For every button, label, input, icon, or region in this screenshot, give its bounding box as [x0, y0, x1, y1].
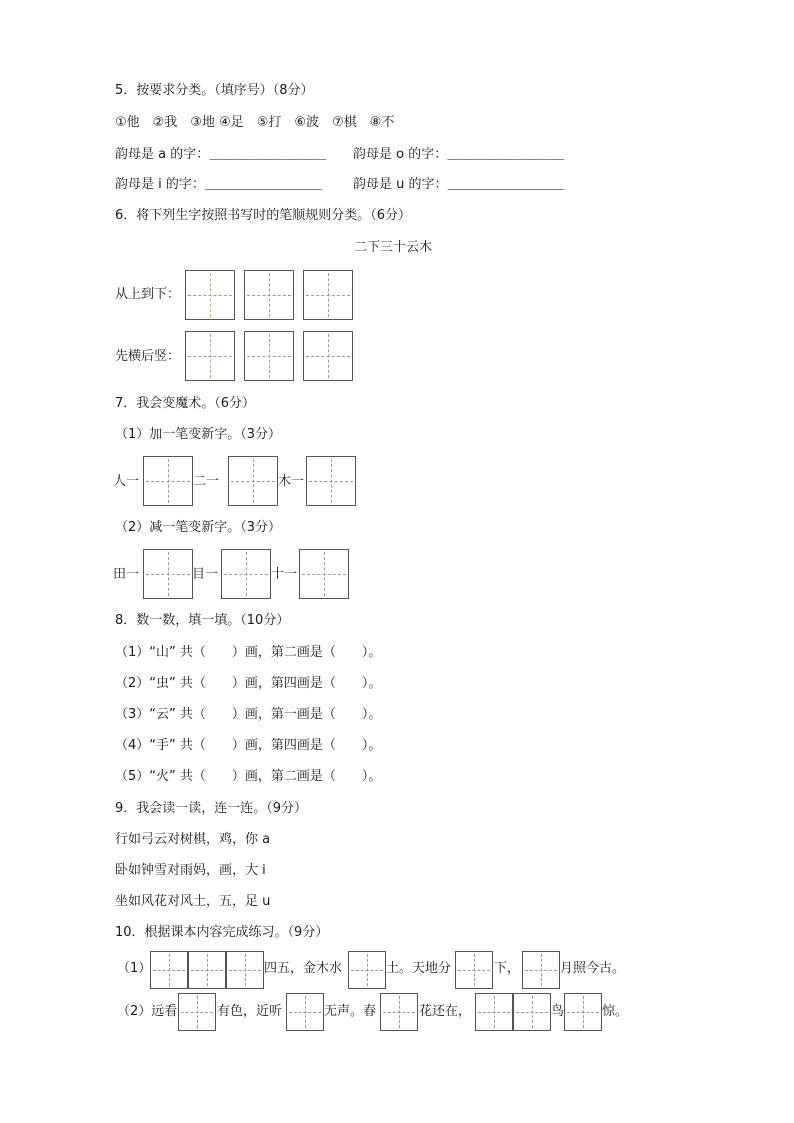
writing-box[interactable]	[143, 456, 193, 506]
writing-box[interactable]	[226, 951, 264, 989]
q8-item[interactable]: （1）“山” 共（ ）画，第二画是（ ）。	[115, 645, 382, 660]
q5-a-line[interactable]: 韵母是 a 的字：＿＿＿＿＿＿＿＿＿	[115, 147, 327, 162]
writing-box[interactable]	[178, 993, 216, 1031]
writing-box[interactable]	[188, 951, 226, 989]
q10-l1-text: 土。天地分	[386, 961, 452, 976]
add-stroke-prompt: 木一	[278, 474, 305, 489]
writing-box[interactable]	[228, 456, 278, 506]
writing-box[interactable]	[150, 951, 188, 989]
add-stroke-prompt: 二一	[193, 474, 220, 489]
writing-box[interactable]	[299, 549, 349, 599]
q8-item[interactable]: （2）“虫” 共（ ）画，第四画是（ ）。	[115, 676, 382, 691]
q6-row2-label: 先横后竖：	[115, 349, 181, 364]
q8-item[interactable]: （4）“手” 共（ ）画，第四画是（ ）。	[115, 738, 382, 753]
q6-chars: 二下三十云木	[354, 240, 433, 255]
q10-title: 10．根据课本内容完成练习。（9分）	[115, 925, 329, 940]
writing-box[interactable]	[185, 331, 235, 381]
q6-title: 6．将下列生字按照书写时的笔顺规则分类。（6分）	[115, 208, 412, 223]
q5-options: ①他 ②我 ③地 ④足 ⑤打 ⑥波 ⑦棋 ⑧不	[115, 115, 395, 130]
q8-item[interactable]: （5）“火” 共（ ）画，第二画是（ ）。	[115, 769, 382, 784]
q10-l2-text: 无声。春	[324, 1004, 377, 1019]
q10-l2-label: （2）远看	[117, 1004, 178, 1019]
q5-o-line[interactable]: 韵母是 o 的字：＿＿＿＿＿＿＿＿＿	[353, 147, 565, 162]
remove-stroke-prompt: 十一	[271, 567, 298, 582]
writing-box[interactable]	[244, 270, 294, 320]
writing-box[interactable]	[513, 993, 551, 1031]
writing-box[interactable]	[185, 270, 235, 320]
writing-box[interactable]	[455, 951, 493, 989]
writing-box[interactable]	[303, 270, 353, 320]
q7-title: 7．我会变魔术。（6分）	[115, 396, 256, 411]
writing-box[interactable]	[475, 993, 513, 1031]
q10-l1-text: 四五，金木水	[264, 961, 343, 976]
q10-l1-text: 下，	[494, 961, 521, 976]
add-stroke-prompt: 人一	[113, 474, 140, 489]
q10-l2-text: 有色，近听	[217, 1004, 283, 1019]
q6-row1-label: 从上到下：	[115, 287, 181, 302]
q8-item[interactable]: （3）“云” 共（ ）画，第一画是（ ）。	[115, 707, 382, 722]
q10-l2-text: 惊。	[602, 1004, 629, 1019]
q10-l1-label: （1）	[117, 961, 152, 976]
q5-u-line[interactable]: 韵母是 u 的字：＿＿＿＿＿＿＿＿＿	[353, 177, 565, 192]
q5-i-line[interactable]: 韵母是 i 的字：＿＿＿＿＿＿＿＿＿	[115, 177, 322, 192]
remove-stroke-prompt: 目一	[192, 567, 219, 582]
writing-box[interactable]	[522, 951, 560, 989]
q8-title: 8．数一数，填一填。（10分）	[115, 613, 290, 628]
q9-title: 9．我会读一读，连一连。（9分）	[115, 801, 308, 816]
q10-l1-text: 月照今古。	[560, 961, 626, 976]
q10-l2-text: 鸟	[551, 1004, 565, 1019]
writing-box[interactable]	[143, 549, 193, 599]
writing-box[interactable]	[380, 993, 418, 1031]
writing-box[interactable]	[286, 993, 324, 1031]
writing-box[interactable]	[221, 549, 271, 599]
q9-item: 卧如钟雪对雨妈，画，大 i	[115, 863, 266, 878]
q7-sub2: （2）减一笔变新字。（3分）	[115, 520, 282, 535]
writing-box[interactable]	[244, 331, 294, 381]
writing-box[interactable]	[303, 331, 353, 381]
q5-title: 5．按要求分类。（填序号）（8分）	[115, 83, 314, 98]
writing-box[interactable]	[564, 993, 602, 1031]
writing-box[interactable]	[348, 951, 386, 989]
remove-stroke-prompt: 田一	[113, 567, 140, 582]
writing-box[interactable]	[306, 456, 356, 506]
q7-sub1: （1）加一笔变新字。（3分）	[115, 427, 282, 442]
q9-item: 坐如风花对风土，五，足 u	[115, 894, 271, 909]
q10-l2-text: 花还在，	[419, 1004, 472, 1019]
q9-item: 行如弓云对树棋，鸡，你 a	[115, 832, 271, 847]
